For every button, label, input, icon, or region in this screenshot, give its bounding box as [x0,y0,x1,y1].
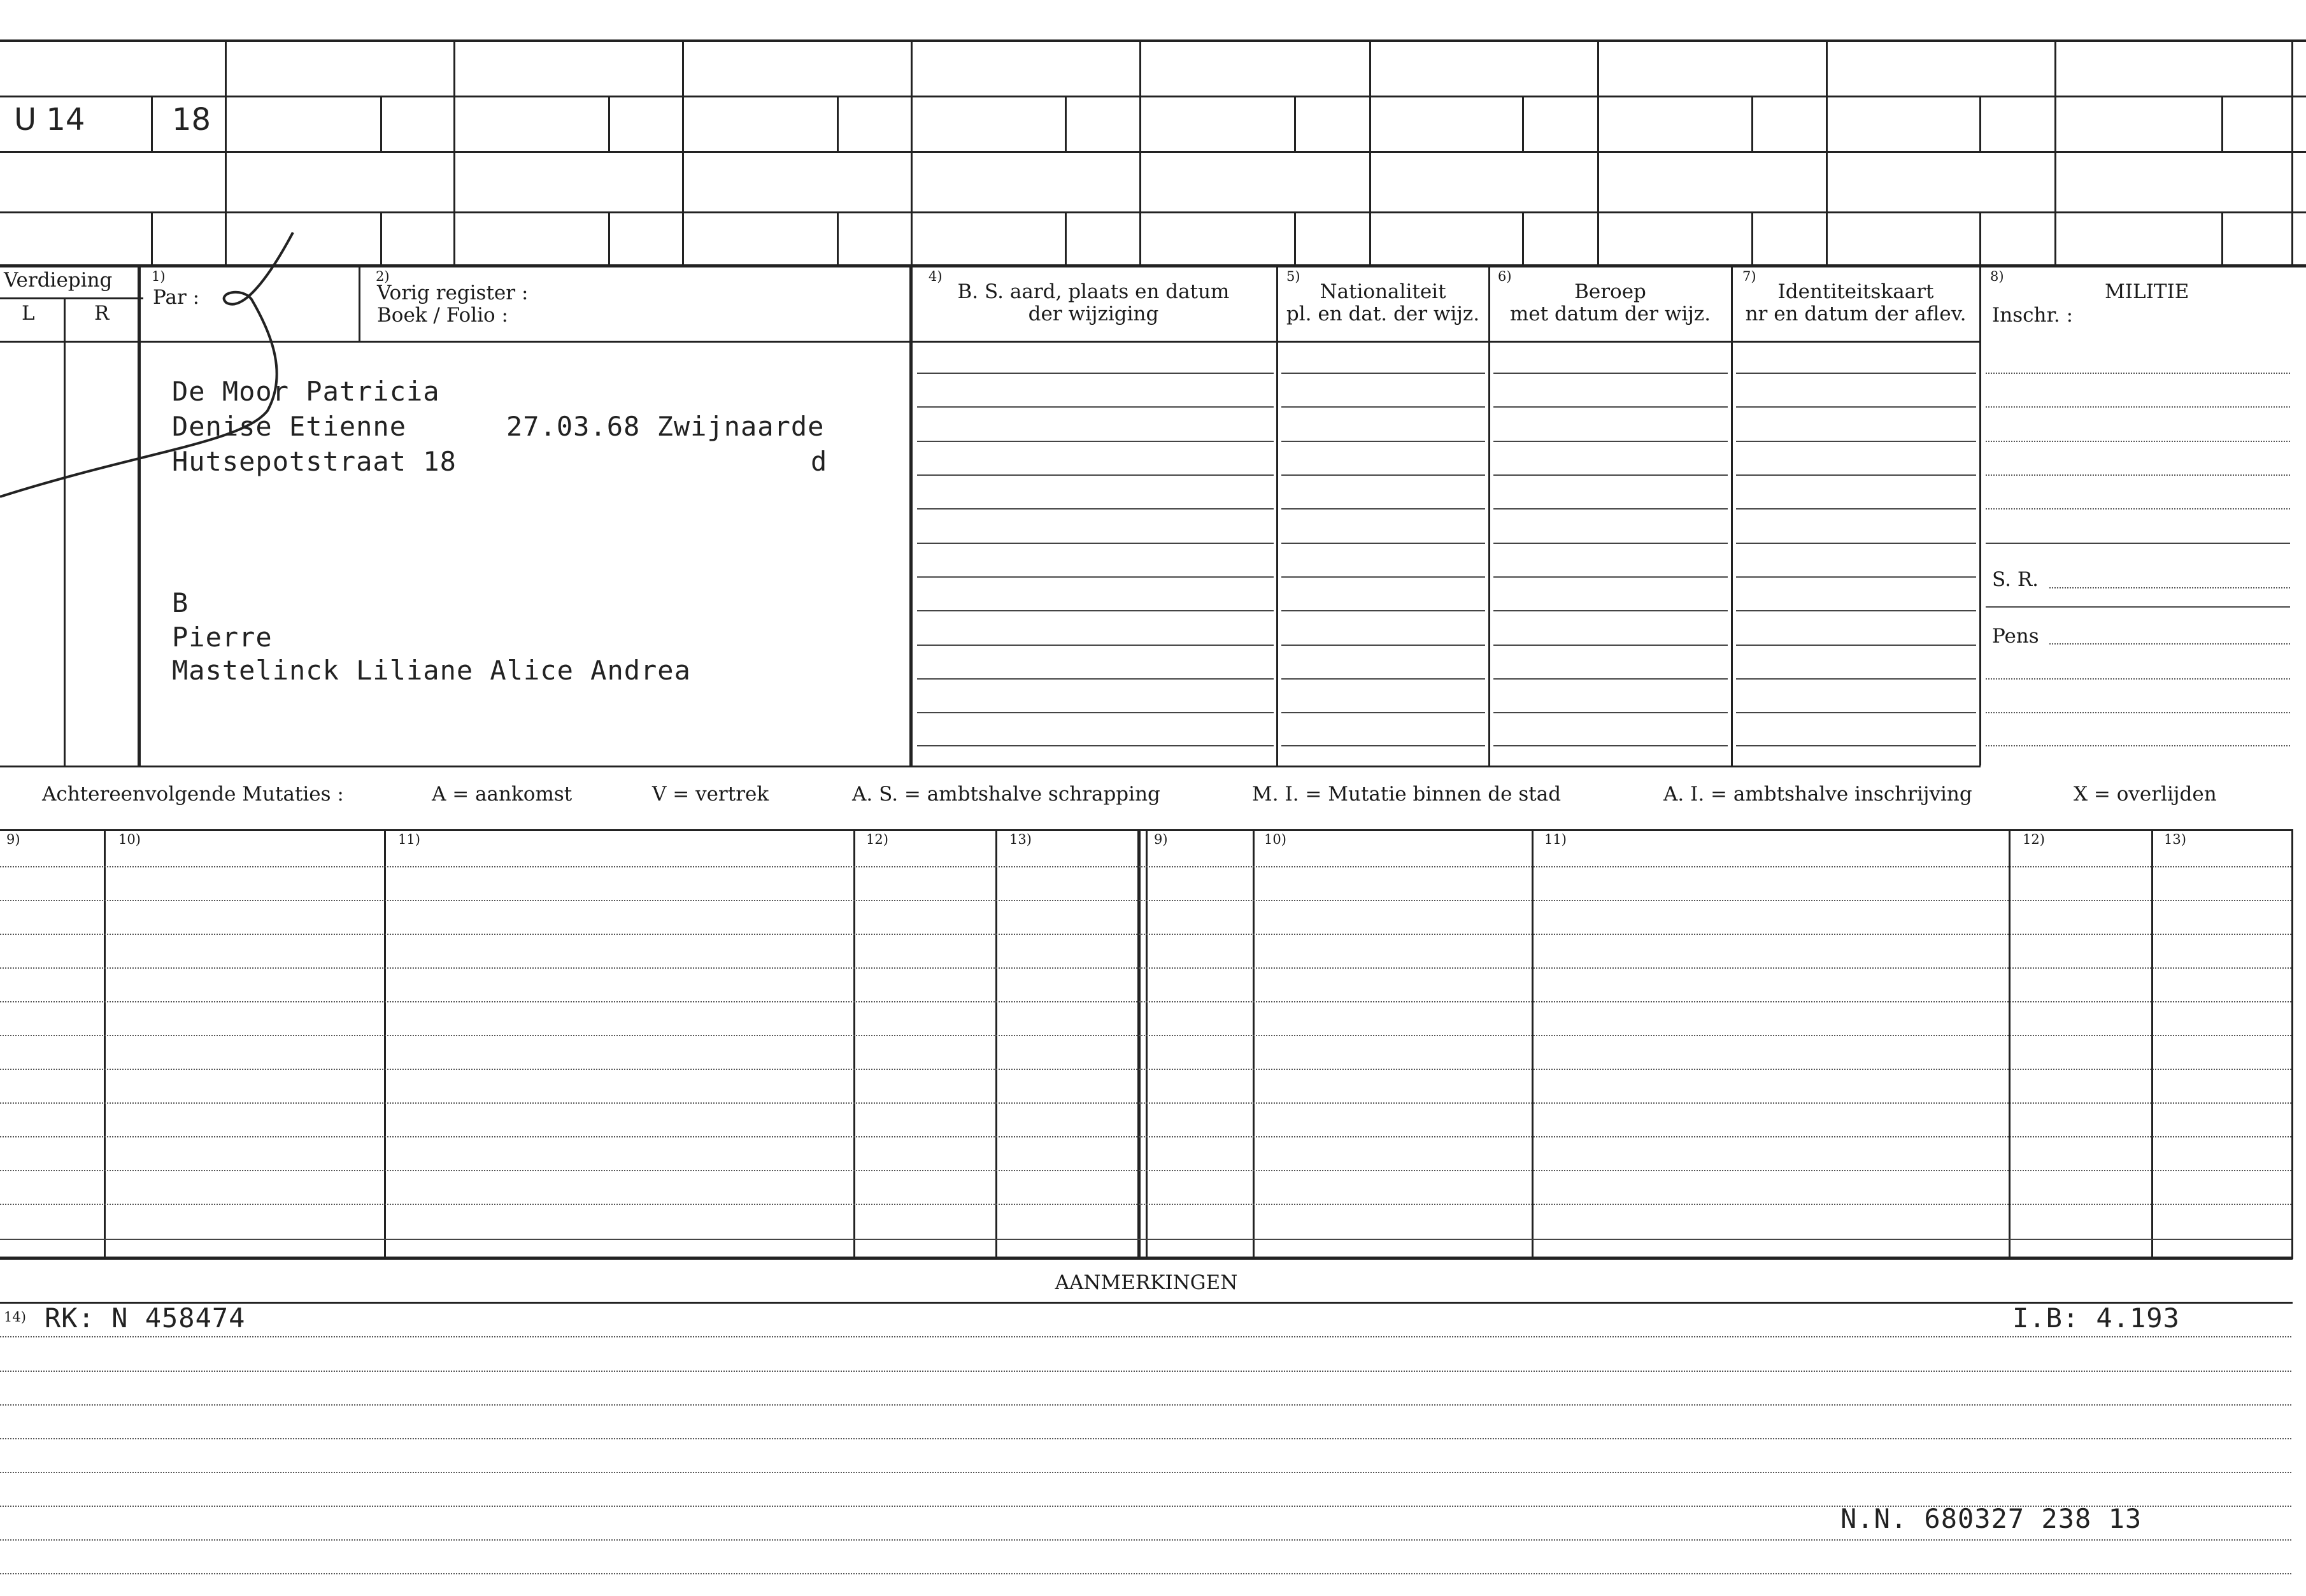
mut-col-divider [1146,829,1148,1259]
mut-row-rule [0,1035,2291,1036]
grid-sub-line [1751,211,1753,266]
mut-row-rule [0,934,2291,935]
mut-col-line [104,829,106,1259]
grid-sub-line [1751,96,1753,151]
bs-rule [917,745,1274,746]
parent-mark: B [172,587,189,618]
grid-bottom-line [0,264,2306,267]
nat-rule [1281,745,1485,746]
legend-inschrijving: A. I. = ambtshalve inschrijving [1663,783,1972,806]
grid-sub-line [1294,211,1296,266]
mut-col-13: 13) [1009,832,1032,847]
nat-rule [1281,712,1485,713]
militie-rule [1986,474,2290,476]
sr-rule [2049,587,2290,588]
mut-col-line [384,829,386,1259]
remarks-title: AANMERKINGEN [1055,1271,1238,1294]
beroep-rule [1493,373,1728,374]
mut-col-line [853,829,855,1259]
verdieping-label: Verdieping [4,269,113,292]
mut-row-rule [0,900,2291,901]
boek-folio-label: Boek / Folio : [377,304,508,327]
inschr-label: Inschr. : [1992,304,2074,327]
legend-overlijden: X = overlijden [2074,783,2217,806]
mut-col-10b: 10) [1264,832,1286,847]
father-name: Pierre [172,622,273,653]
mut-row-rule [0,1170,2291,1171]
beroep-rule [1493,576,1728,578]
nat-rule [1281,543,1485,544]
bs-rule [917,543,1274,544]
grid-col-line [682,39,684,266]
legend-mutatie: M. I. = Mutatie binnen de stad [1252,783,1562,806]
id-rule [1736,373,1976,374]
militie-rule [1986,606,2290,608]
id-rule [1736,712,1976,713]
remarks-top-line [0,1302,2293,1304]
footnote-8: 8) [1990,269,2004,284]
beroep-rule [1493,745,1728,746]
col-line-beroep [1488,266,1490,766]
beroep-rule [1493,406,1728,408]
mut-col-11b: 11) [1544,832,1567,847]
militie-rule [1986,543,2290,544]
bs-rule [917,678,1274,680]
footnote-7: 7) [1742,269,1756,284]
person-address: Hutsepotstraat 18 [172,446,457,477]
mut-row-rule [0,1204,2291,1205]
mut-row-rule [0,1136,2291,1137]
pens-rule [2049,643,2290,645]
grid-col-line [911,39,913,266]
grid-row-line [0,151,2306,153]
remarks-rule [0,1371,2291,1372]
mut-row-rule [0,1102,2291,1104]
grid-col-line [1597,39,1599,266]
remarks-rule [0,1438,2291,1439]
legend-schrapping: A. S. = ambtshalve schrapping [852,783,1160,806]
militie-rule [1986,441,2290,442]
remarks-rule [0,1573,2291,1574]
mut-col-10: 10) [118,832,141,847]
left-label: L [22,302,35,325]
id-rule [1736,610,1976,611]
grid-sub-line [1065,96,1067,151]
mut-col-line [2151,829,2153,1259]
remarks-rule [0,1336,2291,1337]
id-rule [1736,645,1976,646]
col-line-nat [1276,266,1278,766]
col-line-id [1731,266,1733,766]
mut-col-line [2009,829,2011,1259]
grid-sub-line [2221,211,2223,266]
mut-col-9b: 9) [1154,832,1168,847]
col-line-register [359,266,360,342]
id-rule [1736,576,1976,578]
nat-rule [1281,610,1485,611]
id-rule [1736,441,1976,442]
grid-col-line [1139,39,1141,266]
footnote-14: 14) [4,1309,26,1325]
bs-rule [917,610,1274,611]
nn-number: N.N. 680327 238 13 [1840,1503,2142,1534]
right-label: R [94,302,110,325]
beroep-rule [1493,543,1728,544]
grid-sub-line [2221,96,2223,151]
beroep-rule [1493,678,1728,680]
remarks-rule [0,1539,2291,1541]
nat-rule [1281,406,1485,408]
grid-sub-line [1979,96,1981,151]
legend-vertrek: V = vertrek [652,783,769,806]
bs-rule [917,406,1274,408]
militie-rule [1986,745,2290,746]
nat-rule [1281,373,1485,374]
footnote-4: 4) [929,269,943,284]
vorig-register-label: Vorig register : [377,281,529,304]
house-number: 18 [172,102,211,138]
grid-sub-line [837,96,839,151]
mut-col-line [2291,829,2293,1259]
footnote-2: 2) [376,269,390,284]
militie-label: MILITIE [2105,280,2189,303]
grid-sub-line [1522,96,1524,151]
id-rule [1736,508,1976,509]
bs-rule [917,474,1274,476]
nat-rule [1281,508,1485,509]
mut-row-rule [0,866,2291,867]
nat-header-line1: Nationaliteit [1320,280,1446,303]
bs-header-line2: der wijziging [1028,303,1159,325]
mut-row-rule [0,1001,2291,1002]
beroep-rule [1493,610,1728,611]
id-header-line1: Identiteitskaart [1777,280,1934,303]
grid-row-line [0,96,2306,97]
nat-rule [1281,678,1485,680]
beroep-rule [1493,441,1728,442]
mut-col-12b: 12) [2023,832,2045,847]
bs-rule [917,508,1274,509]
remarks-rule [0,1472,2291,1473]
mut-col-12: 12) [866,832,888,847]
beroep-header-line1: Beroep [1574,280,1646,303]
pens-label: Pens [1992,625,2039,648]
nat-header-line2: pl. en dat. der wijz. [1286,303,1480,325]
id-rule [1736,678,1976,680]
legend-aankomst: A = aankomst [432,783,573,806]
beroep-rule [1493,474,1728,476]
grid-sub-line [380,211,382,266]
grid-sub-line [608,96,610,151]
col-line-militie [1979,266,1981,766]
id-header-line2: nr en datum der aflev. [1745,303,1967,325]
bs-rule [917,645,1274,646]
pen-stroke [0,229,331,509]
rk-number: RK: N 458474 [45,1302,246,1334]
person-birth: 27.03.68 Zwijnaarde [506,411,825,442]
grid-sub-line [1522,211,1524,266]
militie-rule [1986,678,2290,680]
mut-col-9: 9) [6,832,20,847]
mutations-title: Achtereenvolgende Mutaties : [42,783,344,806]
militie-rule [1986,508,2290,509]
mut-row-rule [0,967,2291,969]
mut-col-line [995,829,997,1259]
id-rule [1736,543,1976,544]
militie-rule [1986,712,2290,713]
id-rule [1736,406,1976,408]
beroep-rule [1493,645,1728,646]
ib-number: I.B: 4.193 [2012,1302,2180,1334]
mut-col-11: 11) [398,832,420,847]
grid-col-line [1826,39,1828,266]
grid-sub-line [608,211,610,266]
nat-rule [1281,576,1485,578]
grid-sub-line [380,96,382,151]
par-label: Par : [153,286,200,309]
mother-name: Mastelinck Liliane Alice Andrea [172,655,691,686]
id-rule [1736,474,1976,476]
footnote-1: 1) [152,269,166,284]
person-given-names: Denise Etienne [172,411,407,442]
remarks-rule [0,1404,2291,1406]
bs-rule [917,373,1274,374]
beroep-rule [1493,712,1728,713]
sr-label: S. R. [1992,568,2039,591]
footnote-6: 6) [1498,269,1512,284]
grid-sub-line [151,96,153,151]
person-name: De Moor Patricia [172,376,440,407]
mut-col-line [1253,829,1255,1259]
beroep-rule [1493,508,1728,509]
bs-rule [917,441,1274,442]
id-rule [1736,745,1976,746]
beroep-header-line2: met datum der wijz. [1509,303,1711,325]
col-line-bs [909,266,913,766]
nat-rule [1281,645,1485,646]
grid-sub-line [1979,211,1981,266]
mut-row-rule [0,1239,2291,1240]
mut-col-divider [1137,829,1141,1259]
grid-col-line [2054,39,2056,266]
mut-col-13b: 13) [2164,832,2186,847]
bs-rule [917,576,1274,578]
mut-row-rule [0,1069,2291,1070]
bs-rule [917,712,1274,713]
street-code: U 14 [14,102,85,138]
footnote-5: 5) [1286,269,1300,284]
data-area-bottom [0,766,1981,767]
militie-rule [1986,373,2290,374]
grid-col-line [1369,39,1371,266]
grid-col-line [2291,39,2293,266]
person-status: d [811,446,828,477]
nat-rule [1281,441,1485,442]
bs-header-line1: B. S. aard, plaats en datum [957,280,1230,303]
militie-rule [1986,406,2290,408]
nat-rule [1281,474,1485,476]
top-border [0,39,2306,42]
grid-col-line [453,39,455,266]
grid-sub-line [1294,96,1296,151]
grid-sub-line [1065,211,1067,266]
mut-col-line [1532,829,1534,1259]
grid-row-line [0,211,2306,213]
grid-sub-line [837,211,839,266]
